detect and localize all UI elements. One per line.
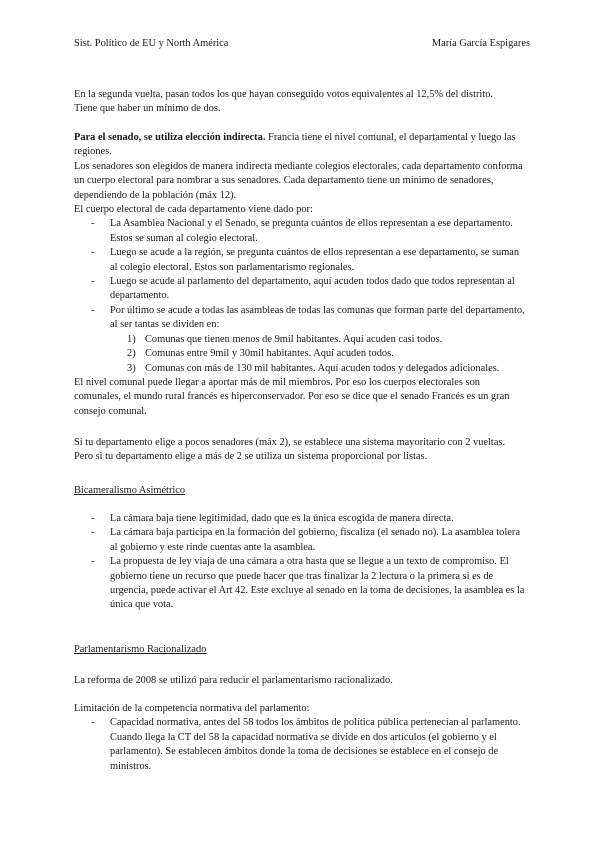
- item-text: Comunas que tienen menos de 9mil habitantes. Aquí acuden casi todos.: [145, 333, 443, 345]
- senado-intro: [74, 131, 526, 160]
- senado-bold-lead: Para el senado, se utiliza elección indirecta.: [74, 132, 266, 143]
- sistema-paragraph: [74, 436, 526, 465]
- list-item: - La cámara baja tiene legitimidad, dado que es la única escogida de manera directa.: [74, 512, 526, 526]
- list-item: - La Asamblea Nacional y el Senado, se pregunta cuántos de ellos representan a ese departamento. Estos se suman al colegio electoral.: [74, 217, 526, 246]
- limitacion-heading: Limitación de la competencia normativa del parlamento:: [74, 703, 310, 714]
- intro-line: Tiene que haber un mínimo de dos.: [74, 103, 221, 115]
- senado-intro-rest: Francia tiene el nivel comunal, el departamental y luego las regiones.: [74, 132, 516, 158]
- parlamentarismo-paragraph: [74, 674, 526, 688]
- numbered-item: [74, 333, 526, 347]
- numbered-item: [74, 347, 526, 361]
- numbered-item: [74, 362, 526, 376]
- list-item: - Luego se acude al parlamento del departamento, aquí acuden todos dado que todos representan al departamento.: [74, 275, 526, 304]
- item-text: Comunas con más de 130 mil habitantes. Aquí acuden todos y delegados adicionales.: [145, 362, 500, 374]
- senado-section: [74, 131, 526, 419]
- item-text: Comunas entre 9mil y 30mil habitantes. Aquí acuden todos.: [145, 348, 394, 360]
- item-number: 2): [127, 348, 136, 360]
- page-header: [74, 37, 530, 51]
- list-item: - Por último se acude a todas las asambleas de todas las comunas que forman parte del departamento, al ser tantas se dividen en:: [74, 304, 526, 333]
- limitacion-section: [74, 702, 526, 774]
- senado-paragraph: El nivel comunal puede llegar a aportar más de mil miembros. Por eso los cuerpos electorales son comunales, el mundo rural francés es hiperconservador. Por eso se dice que el senado Francés es un gran consejo comunal.: [74, 376, 510, 417]
- list-item: - Luego se acude a la región, se pregunta cuántos de ellos representan a ese departamento, se suman al colegio electoral. Estos son parlamentarismo regionales.: [74, 246, 526, 275]
- bicameralismo-heading: [74, 484, 526, 498]
- intro-paragraph: [74, 88, 526, 117]
- sistema-text: Si tu departamento elige a pocos senadores (máx 2), se establece una sistema mayoritario con 2 vueltas. Pero si tu departamento elige a más de 2 se utiliza un sistema proporcional por listas.: [74, 437, 506, 463]
- header-author: María García Espigares: [431, 38, 530, 49]
- senado-paragraph: El cuerpo electoral de cada departamento viene dado por:: [74, 204, 313, 216]
- senado-paragraph: Los senadores son elegidos de manera indirecta mediante colegios electorales, cada departamento conforma un cuerpo electoral para nombrar a sus senadores. Cada departamento tiene un mínimo de senadores, dependiendo de la población (máx 12).: [74, 160, 523, 201]
- list-item: - La propuesta de ley viaja de una cámara a otra hasta que se llegue a un texto de compromiso. El gobierno tiene un recurso que puede hacer que tras finalizar la 2 lectura o la primera si es de urgencia, puede activar el Art 42. Este excluye al senado en la toma de decisiones, la asamblea es la única que vota.: [74, 555, 526, 613]
- intro-line: En la segunda vuelta, pasan todos los que hayan conseguido votos equivalentes al 12,5% del distrito.: [74, 89, 493, 100]
- section-title: Parlamentarismo Racionalizado: [74, 644, 207, 655]
- parlamentarismo-heading: [74, 643, 526, 657]
- header-course-title: Sist. Político de EU y North América: [74, 38, 229, 49]
- list-item: - Capacidad normativa, antes del 58 todos los ámbitos de política pública pertenecían al parlamento. Cuando llega la CT del 58 la capacidad normativa se divide en dos artículos (el gobierno y el parlamento). Se establecen ámbitos donde la toma de decisiones se establece en el consejo de ministros.: [74, 716, 526, 774]
- section-title: Bicameralismo Asimétrico: [74, 485, 186, 496]
- item-number: 3): [127, 362, 136, 374]
- list-item: - La cámara baja participa en la formación del gobierno, fiscaliza (el senado no). La asamblea tolera al gobierno y este rinde cuentas ante la asamblea.: [74, 526, 526, 555]
- parlamentarismo-text: La reforma de 2008 se utilizó para reducir el parlamentarismo racionalizado.: [74, 675, 393, 686]
- bicameralismo-list: [74, 512, 526, 613]
- item-number: 1): [127, 333, 136, 345]
